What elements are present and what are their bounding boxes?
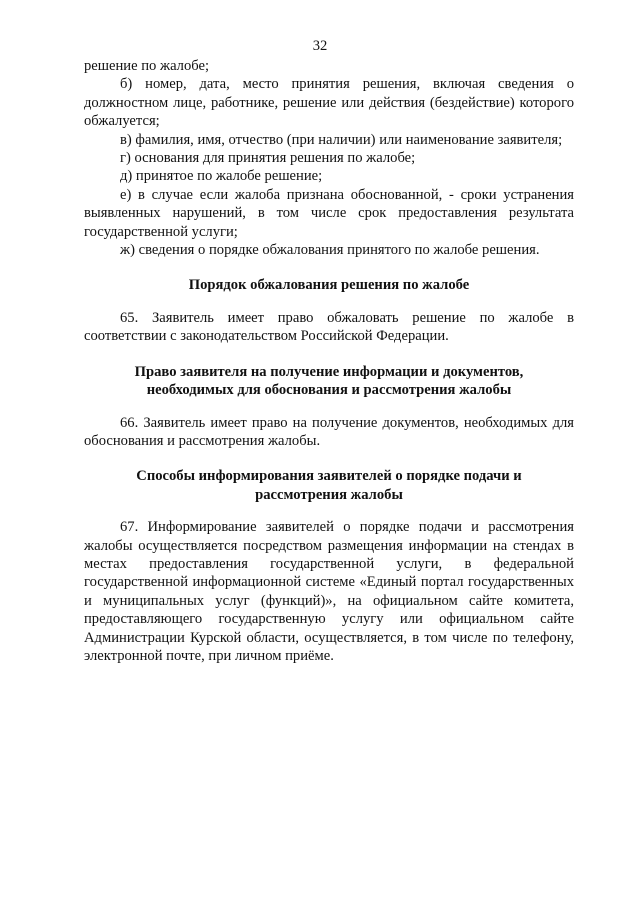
spacer xyxy=(84,259,574,276)
section-heading xyxy=(84,467,574,504)
paragraph: ж) сведения о порядке обжалования принятого по жалобе решения. xyxy=(120,242,540,259)
document-body xyxy=(84,57,574,665)
paragraph: е) в случае если жалоба признана обоснованной, - сроки устранения выявленных нарушений, в том числе срок предоставления результата государственной услуги; xyxy=(84,186,574,240)
spacer xyxy=(84,346,574,363)
spacer xyxy=(84,295,574,309)
paragraph: б) номер, дата, место принятия решения, включая сведения о должностном лице, работнике, решение или действия (бездействие) которого обжалуется; xyxy=(84,76,574,130)
paragraph: 67. Информирование заявителей о порядке подачи и рассмотрения жалобы осуществляется посредством размещения информации на стендах в местах предоставления государственной услуги, в федеральной государственной информационной системе «Единый портал государственных и муниципальных услуг (функций)», на официальном сайте комитета, предоставляющего государственную услугу или официальном сайте Администрации Курской области, осуществляется, в том числе по телефону, электронной почте, при личном приёме. xyxy=(84,519,574,664)
page-number: 32 xyxy=(312,38,328,54)
paragraph: решение по жалобе; xyxy=(84,58,210,74)
paragraph: в) фамилия, имя, отчество (при наличии) или наименование заявителя; xyxy=(120,131,563,148)
paragraph: г) основания для принятия решения по жалобе; xyxy=(120,150,416,167)
section-heading-line: Способы информирования заявителей о порядке подачи и xyxy=(136,468,522,485)
section-heading-line: необходимых для обоснования и рассмотрения жалобы xyxy=(146,382,512,399)
section-heading-line: Порядок обжалования решения по жалобе xyxy=(188,277,470,294)
section-heading xyxy=(84,276,574,294)
paragraph: д) принятое по жалобе решение; xyxy=(120,168,323,185)
section-heading-line: рассмотрения жалобы xyxy=(255,486,403,503)
paragraph: 65. Заявитель имеет право обжаловать решение по жалобе в соответствии с законодательством Российской Федерации. xyxy=(84,309,574,345)
paragraph: 66. Заявитель имеет право на получение документов, необходимых для обоснования и рассмотрения жалобы. xyxy=(84,414,574,449)
spacer xyxy=(84,450,574,467)
section-heading-line: Право заявителя на получение информации и документов, xyxy=(134,363,524,380)
spacer xyxy=(84,400,574,414)
section-heading xyxy=(84,363,574,400)
spacer xyxy=(84,504,574,518)
